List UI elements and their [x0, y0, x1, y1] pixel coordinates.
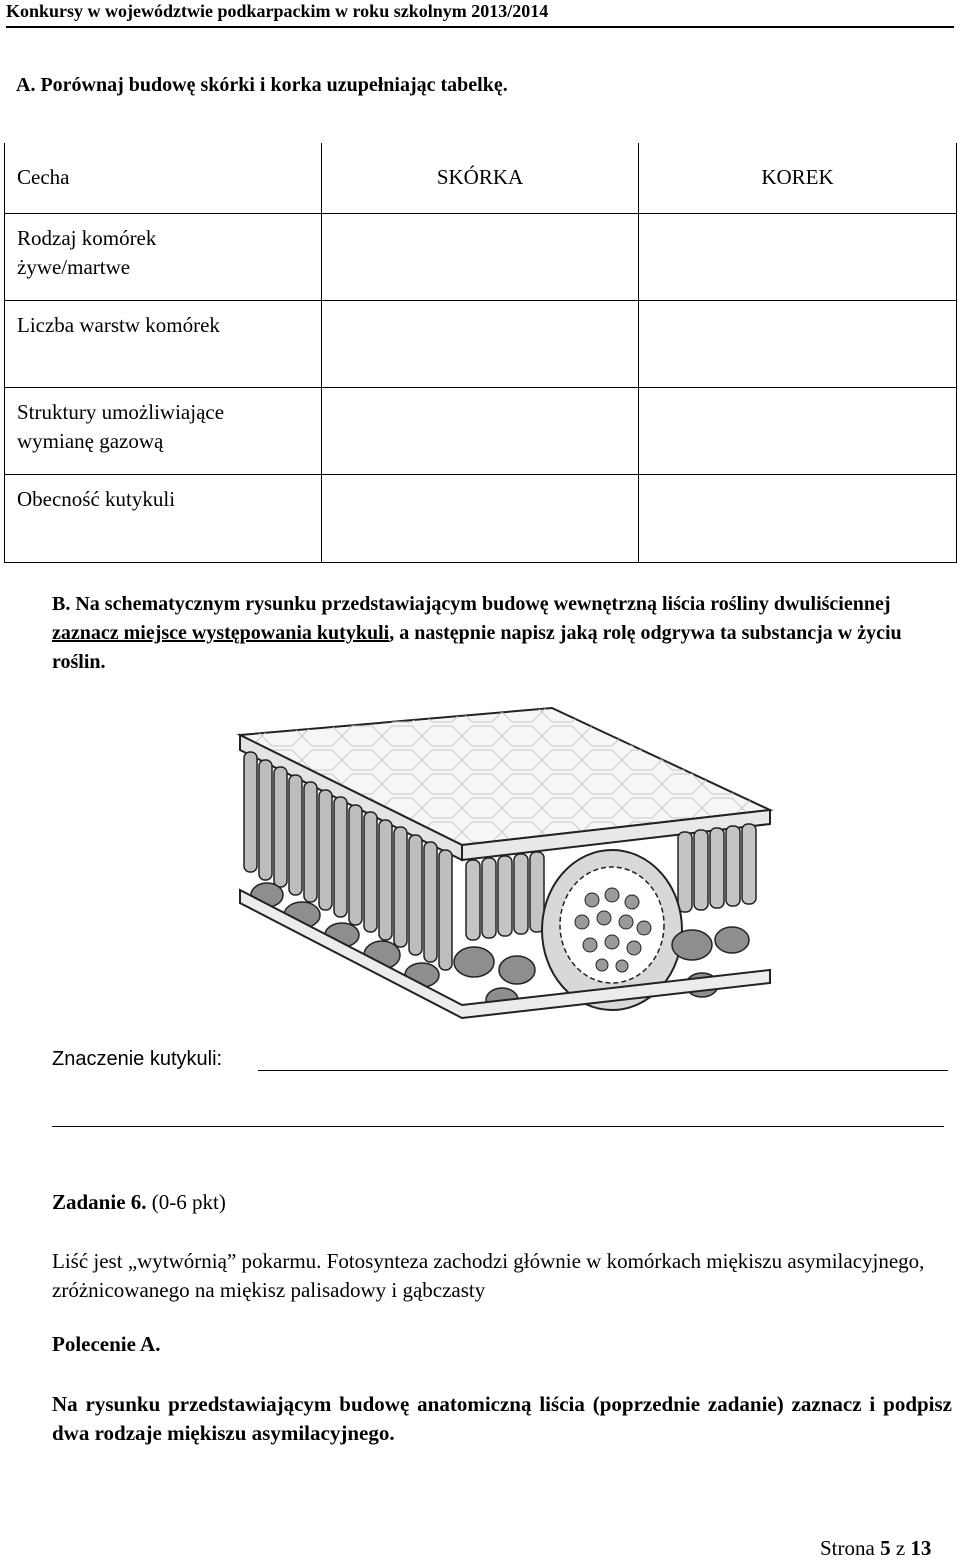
row-label: Rodzaj komórek żywe/martwe [5, 213, 322, 300]
header-skorka: SKÓRKA [322, 143, 639, 213]
answer-line[interactable] [258, 1070, 948, 1071]
table-header-row [5, 143, 957, 213]
answer-cell-korek[interactable] [639, 300, 957, 387]
answer-cell-skorka[interactable] [322, 300, 639, 387]
row-label: Liczba warstw komórek [5, 300, 322, 387]
task-paragraph: Liść jest „wytwórnią” pokarmu. Fotosynteza zachodzi głównie w komórkach miękiszu asymilacyjnego, zróżnicowanego na miękisz palisadowy i gąbczasty [52, 1249, 925, 1302]
table-row [5, 213, 957, 300]
leaf-cross-section-drawing[interactable] [222, 700, 782, 1045]
answer-cell-skorka[interactable] [322, 387, 639, 474]
row-label: Struktury umożliwiające wymianę gazową [5, 387, 322, 474]
answer-label: Znaczenie kutykuli: [52, 1048, 223, 1070]
command-instruction: Na rysunku przedstawiającym budowę anatomiczną liścia (poprzednie zadanie) zaznacz i podpisz dwa rodzaje miękiszu asymilacyjnego. [52, 1392, 952, 1445]
page-number: Strona 5 z 13 [820, 1536, 932, 1560]
answer-cell-korek[interactable] [639, 213, 957, 300]
header-korek: KOREK [639, 143, 957, 213]
table-row [5, 387, 957, 474]
comparison-table [4, 143, 957, 563]
command-heading: Polecenie A. [52, 1332, 161, 1356]
task-title: Zadanie 6. (0-6 pkt) [52, 1190, 226, 1214]
section-b-instruction: B. Na schematycznym rysunku przedstawiającym budowę wewnętrzną liścia rośliny dwuliściennej zaznacz miejsce występowania kutykuli, a następnie napisz jaką rolę odgrywa ta substancja w życiu roślin. [52, 593, 902, 673]
answer-cell-korek[interactable] [639, 387, 957, 474]
page-header: Konkursy w województwie podkarpackim w roku szkolnym 2013/2014 [6, 0, 954, 28]
answer-cell-korek[interactable] [639, 474, 957, 562]
answer-line[interactable] [52, 1126, 944, 1127]
answer-cell-skorka[interactable] [322, 474, 639, 562]
table-row [5, 474, 957, 562]
answer-cell-skorka[interactable] [322, 213, 639, 300]
section-a-heading: A. Porównaj budowę skórki i korka uzupełniając tabelkę. [16, 74, 508, 96]
row-label: Obecność kutykuli [5, 474, 322, 562]
table-row [5, 300, 957, 387]
header-cecha: Cecha [5, 143, 322, 213]
